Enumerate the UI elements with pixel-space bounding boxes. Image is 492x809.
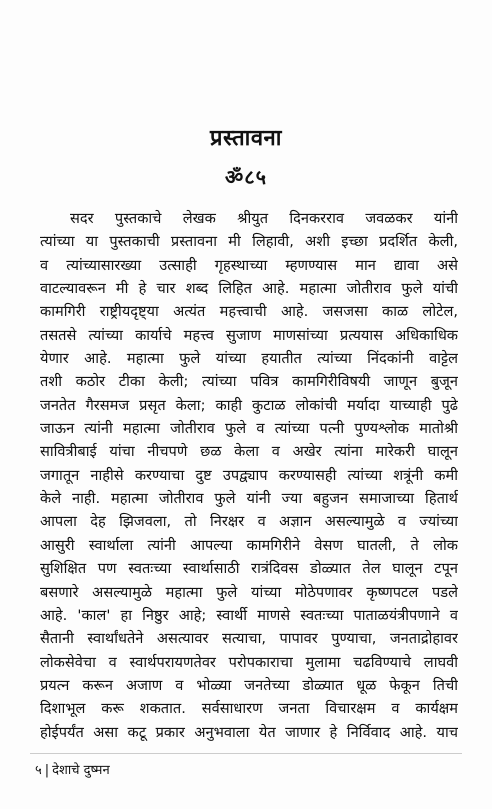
text-line: आहे. 'काल' हा निष्ठुर आहे; स्वार्थी माणसे स्वतःच्या पाताळयंत्रीपणाने व: [40, 606, 458, 624]
ornament-glyph: ॐ८५: [224, 165, 268, 189]
text-line: वाटल्यावरून मी हे चार शब्द लिहित आहे. महात्मा जोतीराव फुले यांची: [40, 280, 458, 298]
text-line: होईपर्यंत असा कटू प्रकार अनुभवाला येत जाणार हे निर्विवाद आहे. याच: [40, 723, 458, 741]
footer-separator: |: [44, 763, 50, 778]
text-line: त्यांच्या या पुस्तकाची प्रस्तावना मी लिहावी, अशी इच्छा प्रदर्शित केली,: [40, 233, 458, 251]
text-line: तशी कठोर टीका केली; त्यांच्या पवित्र कामगिरीविषयी जाणून बुजून: [40, 373, 458, 391]
page-number: ५: [35, 763, 42, 778]
text-line: व त्यांच्यासारख्या उत्साही गृहस्थाच्या म्हणण्यास मान द्यावा असे: [40, 256, 458, 274]
text-line: येणार आहे. महात्मा फुले यांच्या हयातीत त्यांच्या निंदकांनी वाट्टेल: [40, 350, 458, 368]
text-line: तसतसे त्यांच्या कार्याचे महत्त्व सुजाण माणसांच्या प्रत्ययास अधिकाधिक: [40, 326, 458, 344]
page-title: प्रस्तावना: [210, 126, 282, 151]
text-line: सदर पुस्तकाचे लेखक श्रीयुत दिनकरराव जवळकर यांनी: [70, 210, 458, 227]
body-paragraph: [40, 207, 458, 744]
text-line: सैतानी स्वार्थांधतेने असत्यावर सत्याचा, पापावर पुण्याचा, जनताद्रोहावर: [40, 630, 458, 648]
text-line: आसुरी स्वार्थाला त्यांनी आपल्या कामगिरीने वेसण घातली, ते लोक: [40, 536, 458, 554]
text-line: दिशाभूल करू शकतात. सर्वसाधारण जनता विचारक्षम व कार्यक्षम: [40, 700, 458, 718]
text-line: जाऊन त्यांनी महात्मा जोतीराव फुले व त्यांच्या पत्नी पुण्यश्लोक मातोश्री: [40, 420, 458, 438]
text-line: बसणारे असल्यामुळे महात्मा फुले यांच्या मोठेपणावर कृष्णपटल पडले: [40, 583, 458, 601]
text-line: लोकसेवेचा व स्वार्थपरायणतेवर परोपकाराचा मुलामा चढविण्याचे लाघवी: [40, 653, 458, 671]
text-line: आपला देह झिजवला, तो निरक्षर व अज्ञान असल्यामुळे व ज्यांच्या: [40, 513, 458, 531]
text-line: केले नाही. महात्मा जोतीराव फुले यांनी ज्या बहुजन समाजाच्या हितार्थ: [40, 490, 458, 508]
page-footer: [35, 760, 110, 778]
text-line: सुशिक्षित पण स्वतःच्या स्वार्थासाठी रात्रंदिवस डोळ्यात तेल घालून टपून: [40, 560, 458, 578]
text-line: जनतेत गैरसमज प्रसृत केला; काही कुटाळ लोकांची मर्यादा याच्याही पुढे: [40, 396, 458, 414]
text-line: सावित्रीबाई यांचा नीचपणे छळ केला व अखेर त्यांना मारेकरी घालून: [40, 443, 458, 461]
running-book-title: देशाचे दुष्मन: [52, 763, 110, 778]
text-line: कामगिरी राष्ट्रीयदृष्ट्या अत्यंत महत्त्वाची आहे. जसजसा काळ लोटेल,: [40, 303, 458, 321]
text-line: जगातून नाहीसे करण्याचा दुष्ट उपद्व्याप करण्यासही त्यांच्या शत्रूंनी कमी: [40, 466, 458, 484]
footer-divider: [30, 753, 462, 754]
text-line: प्रयत्न करून अजाण व भोळ्या जनतेच्या डोळ्यात धूळ फेकून तिची: [40, 676, 458, 694]
